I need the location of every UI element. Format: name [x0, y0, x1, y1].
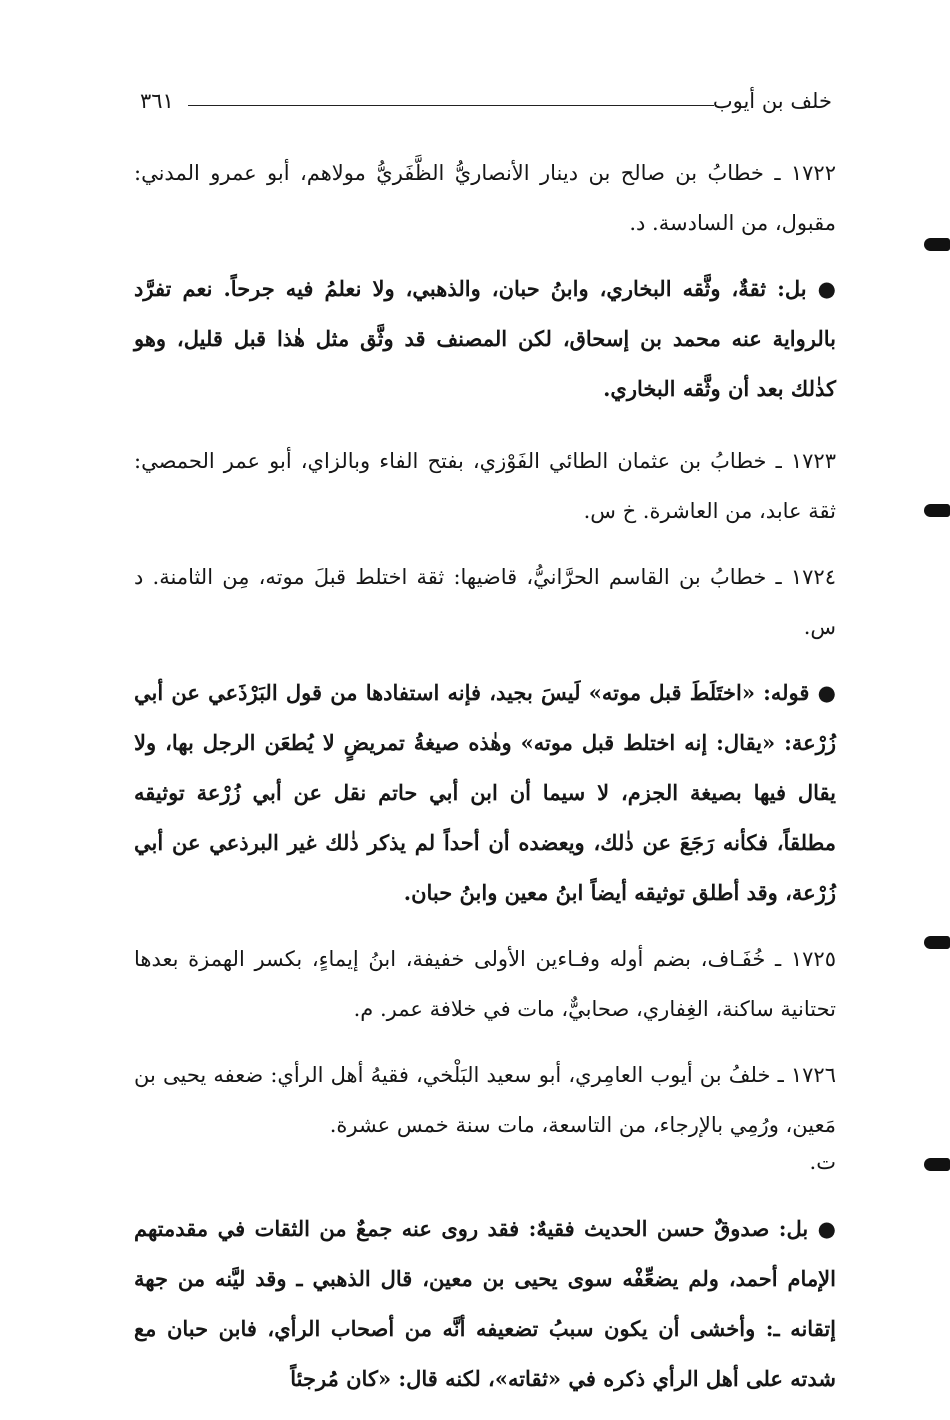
comment-1722: ● بل: ثقةٌ، وثَّقه البخاري، وابنُ حبان، والذهبي، ولا نعلمُ فيه جرحاً. نعم تفرَّد بالرواية عنه محمد بن إسحاق، لكن المصنف قد وثَّق مثل هٰذا قبل قليل، وهو كذٰلك بعد أن وثَّقه البخاري.: [134, 276, 836, 401]
page-body: [134, 148, 836, 1420]
page-header: [140, 84, 832, 118]
margin-marker: [924, 238, 950, 251]
comment-1726: ● بل: صدوقٌ حسن الحديث فقيهٌ: فقد روى عنه جمعٌ من الثقات في مقدمتهم الإمام أحمد، ولم يضعِّفْه سوى يحيى بن معين، قال الذهبي ـ وقد ليَّنه من جهة إتقانه ـ: وأخشى أن يكون سببُ تضعيفه أنَّه من أصحاب الرأي، فابن حبان مع شدته على أهل الرأي ذكره في «ثقاته»، لكنه قال: «كان مُرجئاً: [134, 1216, 836, 1391]
entry-1725: ١٧٢٥ ـ خُفَـاف، بضم أوله وفـاءين الأولى خفيفة، ابنُ إيماءٍ، بكسر الهمزة بعدها تحتانية ساكنة، الغِفاري، صحابيٌّ، مات في خلافة عمر. م.: [134, 947, 836, 1021]
entry-1726-tail: ت.: [809, 1150, 836, 1174]
entry-1724: ١٧٢٤ ـ خطابُ بن القاسم الحرَّانيُّ، قاضيها: ثقة اختلط قبلَ موته، مِن الثامنة. د س.: [134, 565, 836, 639]
margin-marker: [924, 1158, 950, 1171]
running-head: خلف بن أيوب: [712, 89, 832, 113]
header-rule: [188, 105, 714, 106]
margin-marker: [924, 936, 950, 949]
entry-1726-block: [134, 1050, 836, 1182]
entry-1723: ١٧٢٣ ـ خطابُ بن عثمان الطائي الفَوْزي، بفتح الفاء وبالزاي، أبو عمر الحمصي: ثقة عابد، من العاشرة. خ س.: [134, 449, 836, 523]
entry-1722: ١٧٢٢ ـ خطابُ بن صالح بن دينار الأنصاريُّ الظَّفَريُّ مولاهم، أبو عمرو المدني: مقبول، من السادسة. د.: [134, 161, 836, 235]
entry-1726: ١٧٢٦ ـ خلفُ بن أيوب العامِري، أبو سعيد البَلْخي، فقيهُ أهل الرأي: ضعفه يحيى بن مَعين، ورُمِي بالإرجاء، من التاسعة، مات سنة خمس عشرة.: [134, 1063, 836, 1137]
page-number: ٣٦١: [140, 89, 174, 113]
comment-1724: ● قوله: «اختَلَطَ قبل موته» لَيسَ بجيد، فإنه استفادها من قول البَرْذَعي عن أبي زُرْعة: «يقال: إنه اختلط قبل موته» وهٰذه صيغةُ تمريضٍ لا يُطعَن الرجل بها، ولا يقال فيها بصيغة الجزم، لا سيما أن ابن أبي حاتم نقل عن أبي زُرْعة توثيقه مطلقاً، فكأنه رَجَعَ عن ذٰلك، ويعضده أن أحداً لم يذكر ذٰلك غير البرذعي عن أبي زُرْعة، وقد أطلق توثيقه أيضاً ابنُ معين وابنُ حبان.: [134, 680, 836, 905]
margin-marker: [924, 504, 950, 517]
